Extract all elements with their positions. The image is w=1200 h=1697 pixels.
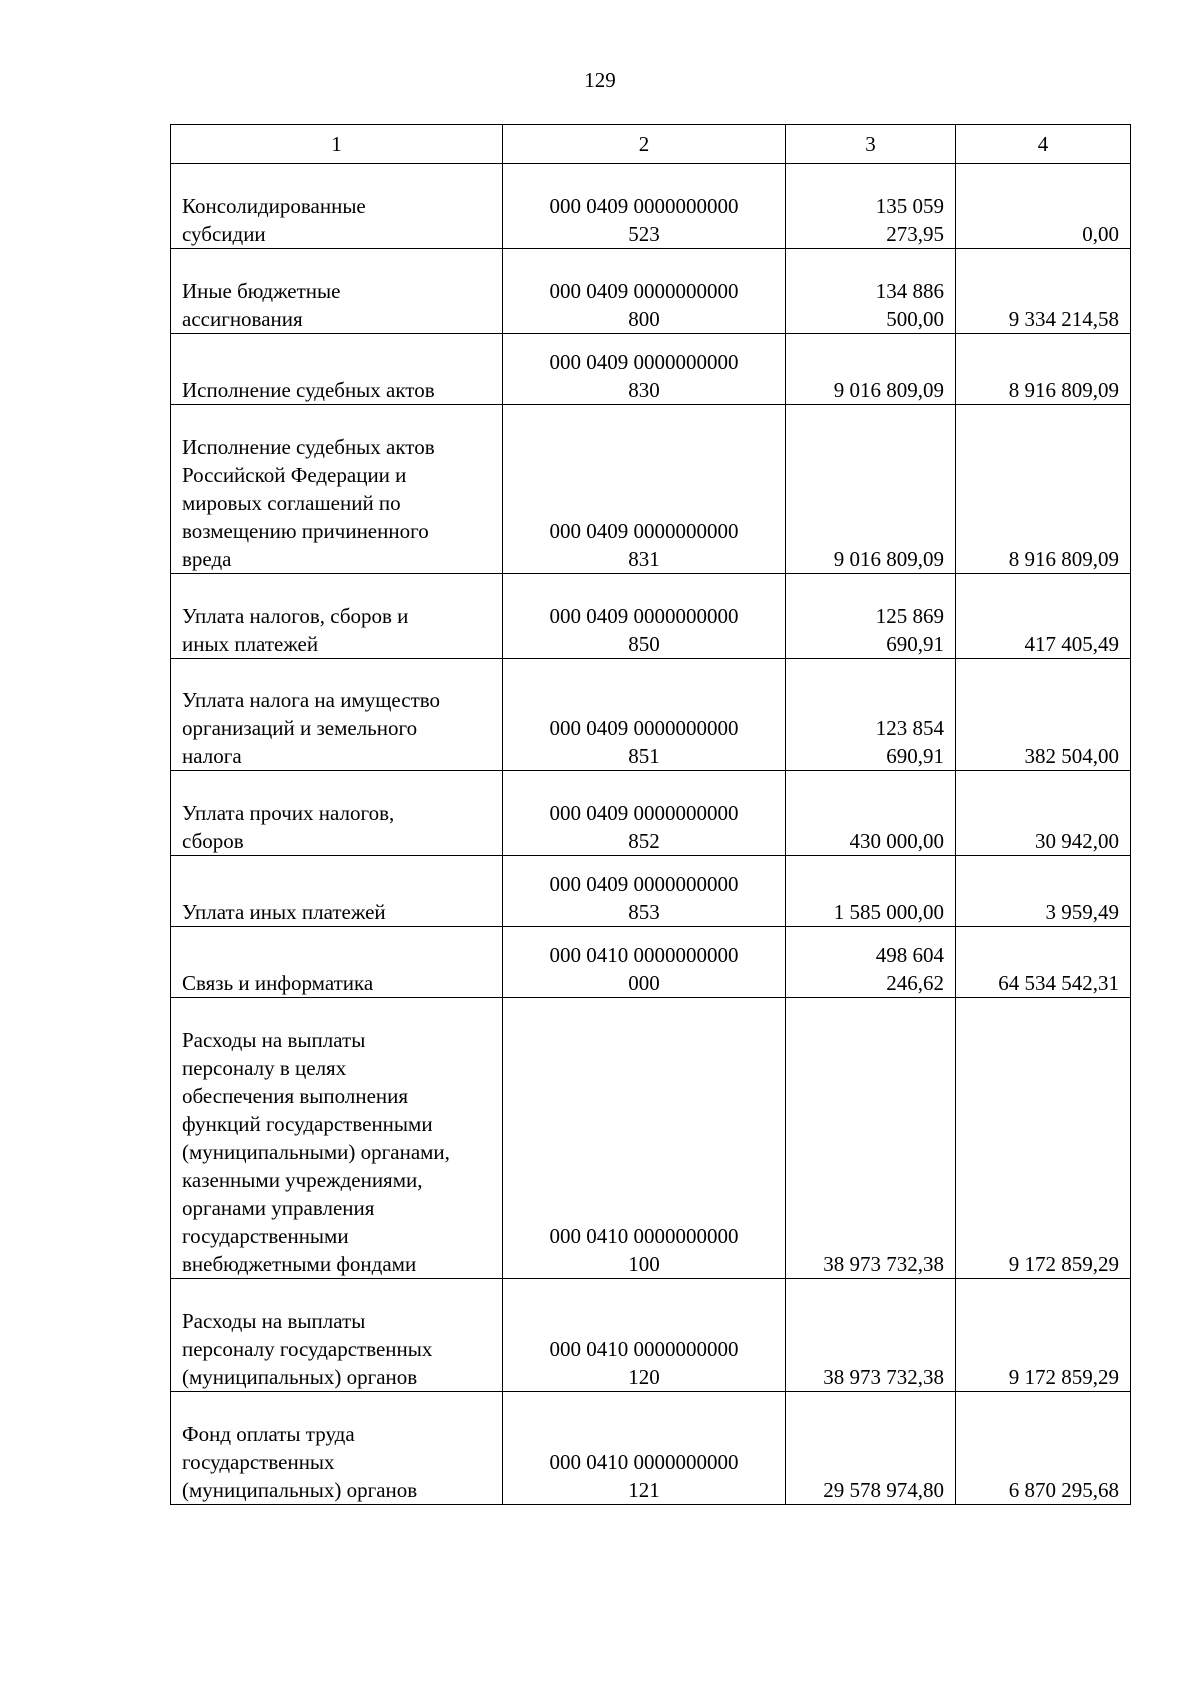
row-name: Исполнение судебных актов [182,378,435,402]
table-row [171,164,1131,249]
row-code: 000 0410 0000000000 121 [549,1450,739,1502]
table-row [171,1279,1131,1392]
row-name: Уплата налогов, сборов и иных платежей [182,604,409,656]
row-name: Фонд оплаты труда государственных (муниципальных) органов [182,1422,418,1502]
row-value-col3: 125 869 690,91 [875,604,944,656]
row-code: 000 0410 0000000000 000 [549,943,739,995]
row-code: 000 0410 0000000000 100 [549,1224,739,1276]
row-name: Связь и информатика [182,971,374,995]
table-row [171,334,1131,405]
header-row [171,125,1131,164]
row-value-col3: 9 016 809,09 [833,378,944,402]
row-name: Расходы на выплаты персоналу в целях обеспечения выполнения функций государственными (муниципальными) органами, казенными учреждениями, органами управления государственными внебюджетными фондами [182,1028,450,1276]
row-name: Расходы на выплаты персоналу государственных (муниципальных) органов [182,1309,433,1389]
row-code: 000 0409 0000000000 830 [549,350,739,402]
table-row [171,927,1131,998]
row-value-col4: 30 942,00 [1035,829,1119,853]
table-row [171,856,1131,927]
row-code: 000 0410 0000000000 120 [549,1337,739,1389]
table-row [171,405,1131,574]
row-value-col4: 64 534 542,31 [998,971,1119,995]
row-value-col3: 1 585 000,00 [833,900,944,924]
page-number: 129 [584,68,616,92]
table-row [171,659,1131,771]
row-code: 000 0409 0000000000 853 [549,872,739,924]
row-value-col3: 29 578 974,80 [823,1478,944,1502]
row-name: Консолидированные субсидии [182,194,366,246]
table-row [171,771,1131,856]
row-code: 000 0409 0000000000 800 [549,279,739,331]
table-row [171,1392,1131,1505]
table-row [171,998,1131,1279]
row-value-col4: 6 870 295,68 [1008,1478,1119,1502]
row-code: 000 0409 0000000000 831 [549,519,739,571]
column-header-4: 4 [956,125,1131,164]
row-name: Уплата прочих налогов, сборов [182,801,395,853]
row-value-col3: 498 604 246,62 [875,943,944,995]
row-name: Уплата иных платежей [182,900,386,924]
row-value-col3: 430 000,00 [849,829,944,853]
column-header-1: 1 [171,125,503,164]
row-value-col4: 3 959,49 [1045,900,1119,924]
table-row [171,574,1131,659]
row-code: 000 0409 0000000000 851 [549,716,739,768]
row-value-col3: 38 973 732,38 [823,1365,944,1389]
row-value-col3: 9 016 809,09 [833,547,944,571]
row-code: 000 0409 0000000000 850 [549,604,739,656]
row-value-col4: 8 916 809,09 [1008,378,1119,402]
row-name: Уплата налога на имущество организаций и земельного налога [182,688,441,768]
row-value-col4: 9 172 859,29 [1008,1252,1119,1276]
row-value-col4: 9 172 859,29 [1008,1365,1119,1389]
row-value-col3: 123 854 690,91 [875,716,944,768]
table-row [171,249,1131,334]
row-value-col4: 417 405,49 [1024,632,1119,656]
row-code: 000 0409 0000000000 852 [549,801,739,853]
row-name: Исполнение судебных актов Российской Федерации и мировых соглашений по возмещению причиненного вреда [182,435,435,571]
row-value-col4: 8 916 809,09 [1008,547,1119,571]
column-header-3: 3 [786,125,956,164]
row-value-col4: 9 334 214,58 [1008,307,1119,331]
row-value-col4: 0,00 [1082,222,1119,246]
budget-table [170,124,1131,1505]
row-code: 000 0409 0000000000 523 [549,194,739,246]
row-value-col3: 135 059 273,95 [875,194,944,246]
row-value-col3: 38 973 732,38 [823,1252,944,1276]
row-value-col4: 382 504,00 [1024,744,1119,768]
column-header-2: 2 [503,125,786,164]
row-name: Иные бюджетные ассигнования [182,279,341,331]
row-value-col3: 134 886 500,00 [875,279,944,331]
